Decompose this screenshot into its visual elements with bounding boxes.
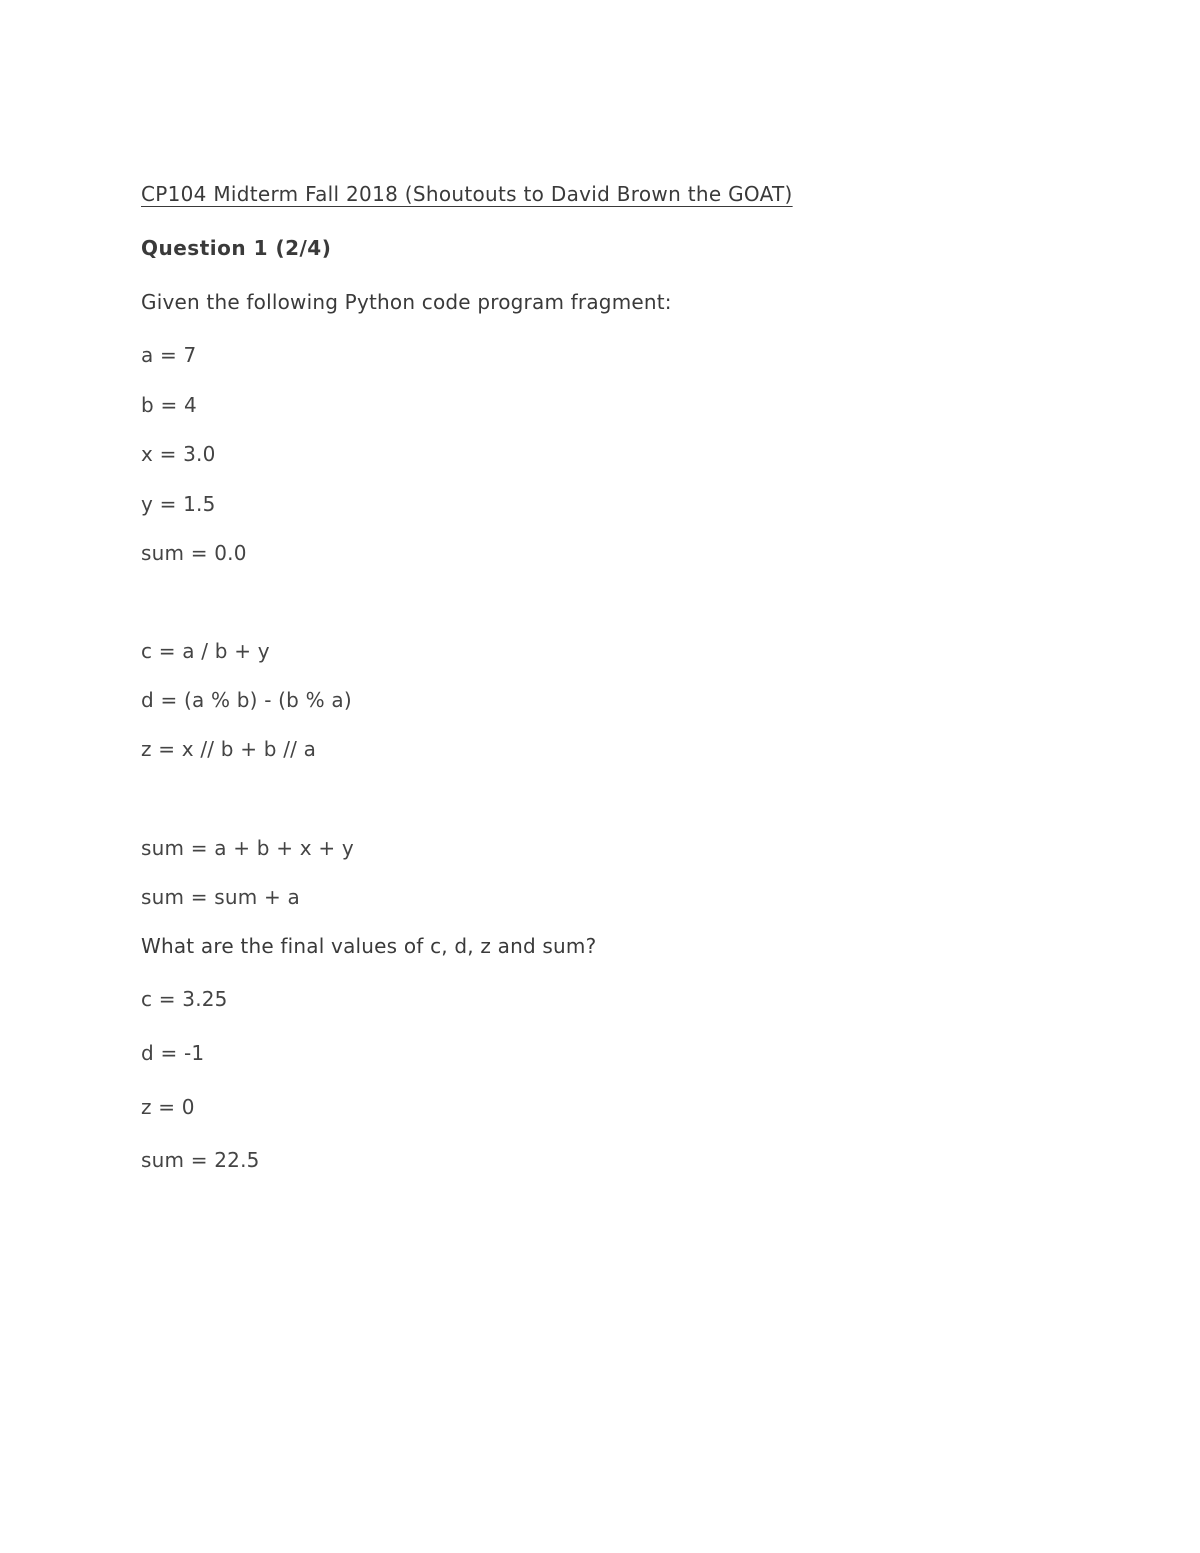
- answer-line: d = -1: [141, 1041, 205, 1065]
- code-line: c = a / b + y: [141, 639, 270, 663]
- code-line: z = x // b + b // a: [141, 737, 317, 761]
- question-heading: Question 1 (2/4): [141, 236, 332, 260]
- code-line: x = 3.0: [141, 442, 216, 466]
- code-line: sum = sum + a: [141, 885, 300, 909]
- code-line: d = (a % b) - (b % a): [141, 688, 352, 712]
- document-title: CP104 Midterm Fall 2018 (Shoutouts to David Brown the GOAT): [141, 182, 793, 206]
- code-line: a = 7: [141, 343, 197, 367]
- code-line: y = 1.5: [141, 492, 216, 516]
- answer-line: sum = 22.5: [141, 1148, 260, 1172]
- code-line: sum = a + b + x + y: [141, 836, 354, 860]
- code-line: b = 4: [141, 393, 197, 417]
- question-prompt: Given the following Python code program fragment:: [141, 290, 672, 314]
- code-line: sum = 0.0: [141, 541, 247, 565]
- question-text: What are the final values of c, d, z and sum?: [141, 934, 597, 958]
- answer-line: c = 3.25: [141, 987, 228, 1011]
- answer-line: z = 0: [141, 1095, 195, 1119]
